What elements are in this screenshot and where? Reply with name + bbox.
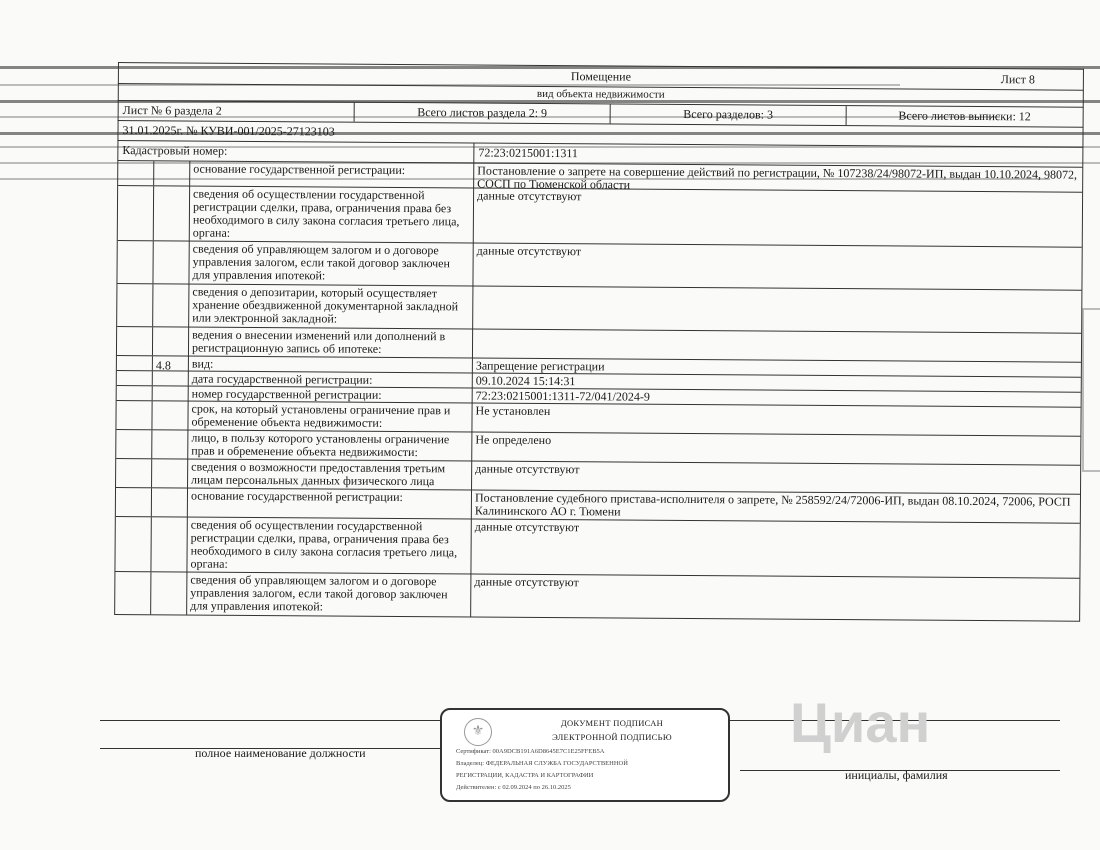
field-label: вид:: [189, 357, 473, 373]
date-number: 31.01.2025г. № КУВИ-001/2025-27123103: [122, 123, 335, 139]
digital-signature-stamp: [440, 708, 730, 802]
field-label: номер государственной регистрации:: [189, 387, 473, 403]
field-value: 72:23:0215001:1311-72/041/2024-9: [475, 388, 650, 404]
emblem-icon: ⚜: [464, 718, 492, 746]
field-value: 09.10.2024 15:14:31: [475, 373, 576, 389]
stamp-certificate: Сертификат: 00A9DCB191A6D8645E7C1E25FFEB5A: [456, 748, 605, 755]
cadastral-label: Кадастровый номер:: [118, 141, 474, 162]
field-value: [473, 286, 1081, 332]
sheet-number: Лист 8: [1000, 72, 1035, 87]
copy-stamp-edge: [1082, 308, 1100, 472]
field-value: данные отсутствуют: [474, 519, 580, 535]
field-label: основание государственной регистрации:: [188, 488, 472, 518]
field-value: данные отсутствуют: [477, 188, 582, 204]
table-row: [115, 572, 1079, 621]
field-value: [473, 329, 1081, 361]
field-label: дата государственной регистрации:: [189, 372, 473, 388]
table-row: [117, 284, 1081, 334]
field-label: сведения об осуществлении государственной регистрации сделки, права, ограничения права без необходимого в силу закона согласия третьего лица, органа:: [190, 187, 474, 243]
field-label: основание государственной регистрации:: [190, 162, 474, 188]
stamp-owner-cont: РЕГИСТРАЦИИ, КАДАСТРА И КАРТОГРАФИИ: [456, 772, 594, 779]
object-type: Помещение: [570, 69, 632, 84]
object-type-caption: вид объекта недвижимости: [536, 87, 665, 101]
field-value: Не определено: [475, 432, 552, 448]
table-row: [115, 517, 1079, 579]
field-label: лицо, в пользу которого установлены ограничение прав и обременение объекта недвижимости:: [188, 431, 472, 461]
field-label: срок, на который установлены ограничение прав и обременение объекта недвижимости:: [188, 402, 472, 432]
sections-total: Всего разделов: 3: [611, 104, 847, 125]
watermark-logo: Циан: [790, 691, 931, 754]
initials-caption: инициалы, фамилия: [845, 768, 948, 782]
stamp-subtitle: ЭЛЕКТРОННОЙ ПОДПИСЬЮ: [552, 732, 672, 742]
table-row: [118, 186, 1082, 248]
section-total: Всего листов раздела 2: 9: [355, 103, 611, 124]
field-value: Постановление о запрете на совершение действий по регистрации, № 107238/24/98072-ИП, выдан 10.10.2024, 98072, СОСП по Тюменской области: [477, 163, 1078, 192]
field-value: Запрещение регистрации: [475, 358, 605, 374]
table-row: [117, 241, 1081, 291]
field-value: Не установлен: [475, 403, 551, 419]
cadastral-value: 72:23:0215001:1311: [478, 145, 578, 161]
records-table: [114, 160, 1083, 622]
field-label: сведения о возможности предоставления третьим лицам персональных данных физического лица: [188, 459, 472, 489]
field-label: ведения о внесении изменений или дополнений в регистрационную запись об ипотеке:: [189, 328, 473, 358]
field-value: данные отсутствуют: [474, 574, 579, 590]
section-number: 4.8: [153, 356, 189, 370]
field-value: Постановление судебного пристава-исполнителя о запрете, № 258592/24/72006-ИП, выдан 08.10.2024, 72006, РОСП Калининского АО г. Тюмени: [474, 490, 1071, 519]
field-value: данные отсутствуют: [475, 461, 580, 477]
stamp-title: ДОКУМЕНТ ПОДПИСАН: [560, 718, 664, 728]
field-label: сведения об управляющем залогом и о договоре управления залогом, если такой договор заключен для управления ипотекой:: [187, 572, 471, 616]
stamp-owner: Владелец: ФЕДЕРАЛЬНАЯ СЛУЖБА ГОСУДАРСТВЕННОЙ: [456, 760, 628, 767]
field-label: сведения об осуществлении государственной регистрации сделки, права, ограничения права без необходимого в силу закона согласия третьего лица, органа:: [187, 517, 471, 573]
extract-total: Всего листов выписки: 12: [898, 108, 1031, 124]
stamp-validity: Действителен: с 02.09.2024 по 26.10.2025: [456, 784, 571, 791]
field-label: сведения о депозитарии, который осуществляет хранение обездвиженной документарной закладной или электронной закладной:: [189, 285, 473, 329]
field-label: сведения об управляющем залогом и о договоре управления залогом, если такой договор заключен для управления ипотекой:: [189, 242, 473, 286]
extract-sheet: [114, 62, 1084, 622]
field-value: данные отсутствуют: [476, 243, 582, 259]
section-sheet: Лист № 6 раздела 2: [119, 101, 355, 122]
position-caption: полное наименование должности: [195, 746, 366, 760]
